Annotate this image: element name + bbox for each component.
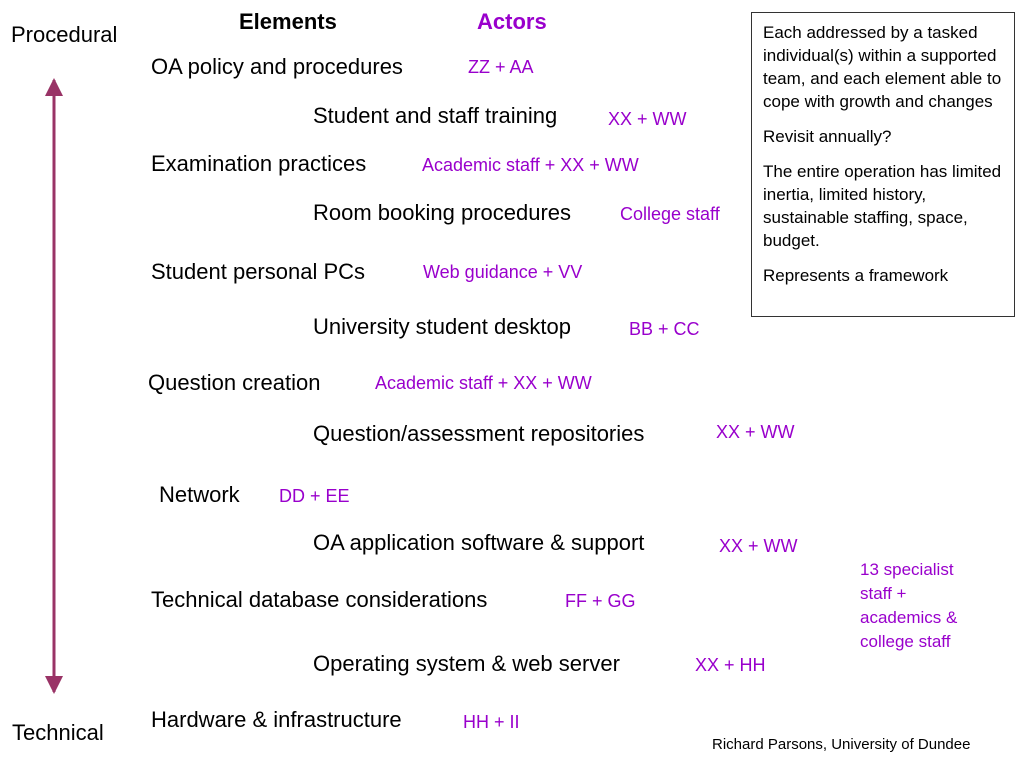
actor-personal-pcs: Web guidance + VV <box>423 262 583 282</box>
element-os-web-server: Operating system & web server <box>313 651 620 676</box>
actor-repositories: XX + WW <box>716 422 795 442</box>
actor-room-booking: College staff <box>620 204 720 224</box>
procedural-label: Procedural <box>11 22 118 47</box>
elements-header: Elements <box>239 9 337 34</box>
element-room-booking: Room booking procedures <box>313 200 572 225</box>
arrowhead-bottom <box>45 676 63 694</box>
element-personal-pcs: Student personal PCs <box>151 259 366 284</box>
note-tasked: Each addressed by a tasked individual(s) within a supported team, and each element able to cope with growth and changes <box>763 23 1002 111</box>
element-database: Technical database considerations <box>151 587 488 612</box>
notes-box <box>751 12 1015 317</box>
element-network: Network <box>159 482 240 507</box>
actor-hardware: HH + II <box>463 712 520 732</box>
actor-oa-policy: ZZ + AA <box>468 57 534 77</box>
actor-oa-software: XX + WW <box>719 536 798 556</box>
element-hardware: Hardware & infrastructure <box>151 707 402 732</box>
actors-header: Actors <box>477 9 547 34</box>
element-repositories: Question/assessment repositories <box>313 421 645 446</box>
note-revisit: Revisit annually? <box>763 127 892 146</box>
actor-network: DD + EE <box>279 486 350 506</box>
element-training: Student and staff training <box>313 103 558 128</box>
element-question-creation: Question creation <box>148 370 321 395</box>
specialist-staff-note: 13 specialist staff + academics & college staff <box>860 560 958 651</box>
author-credit: Richard Parsons, University of Dundee <box>712 736 971 753</box>
element-oa-policy: OA policy and procedures <box>151 54 403 79</box>
actor-os-web-server: XX + HH <box>695 655 766 675</box>
element-student-desktop: University student desktop <box>313 314 572 339</box>
arrowhead-top <box>45 78 63 96</box>
technical-label: Technical <box>12 720 104 745</box>
note-framework: Represents a framework <box>763 266 949 285</box>
actor-examination: Academic staff + XX + WW <box>422 155 639 175</box>
actor-student-desktop: BB + CC <box>629 319 700 339</box>
actor-question-creation: Academic staff + XX + WW <box>375 373 592 393</box>
element-oa-software: OA application software & support <box>313 530 645 555</box>
actor-training: XX + WW <box>608 109 687 129</box>
element-examination: Examination practices <box>151 151 367 176</box>
note-operation: The entire operation has limited inertia, limited history, sustainable staffing, space, budget. <box>763 162 1002 250</box>
actor-database: FF + GG <box>565 591 636 611</box>
